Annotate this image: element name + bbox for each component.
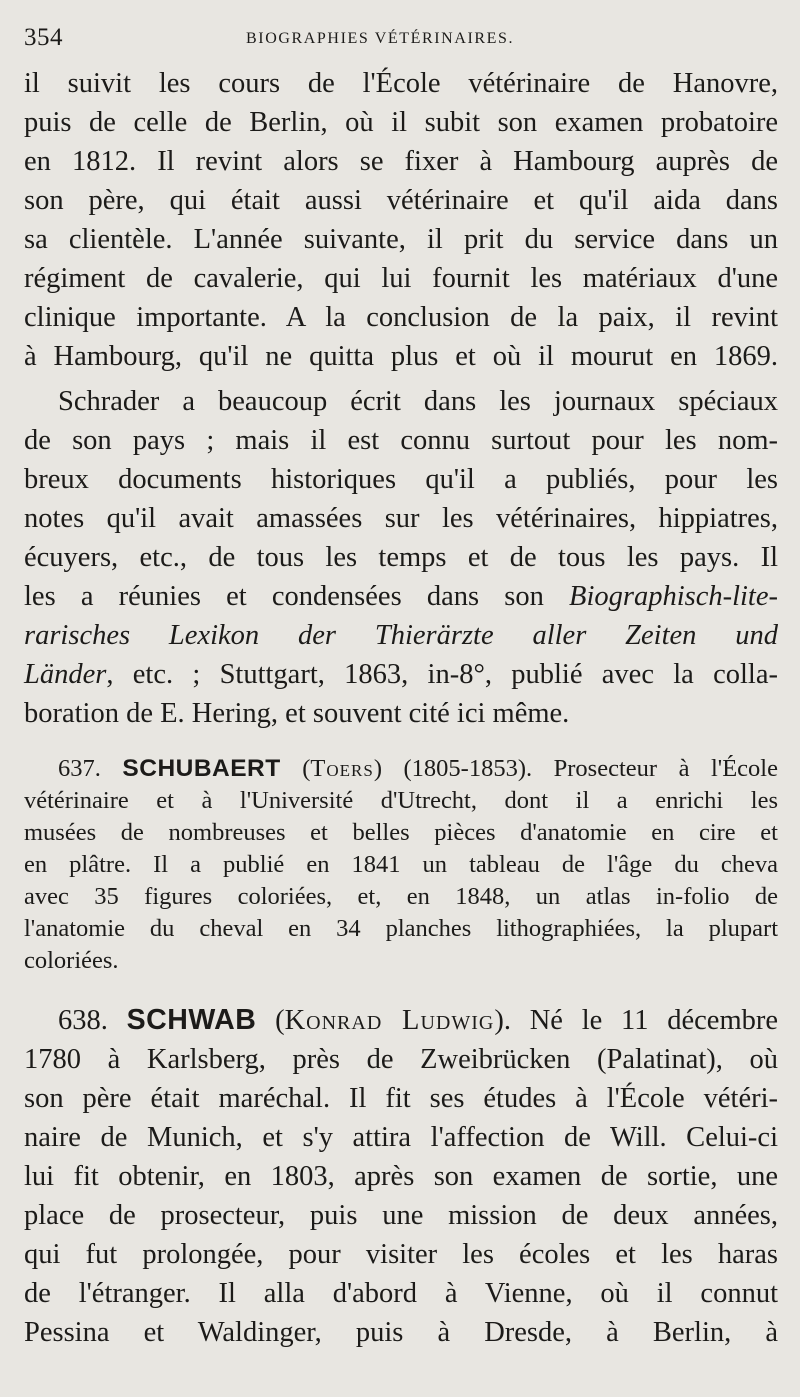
text-line: coloriées. (24, 947, 119, 974)
text-line: l'anatomie du cheval en 34 planches lithographiées, la plupart (24, 915, 778, 942)
paragraph-schrader-works (24, 382, 778, 733)
book-title-italic: rarisches Lexikon der Thierärzte aller Zeiten und (24, 620, 778, 651)
entry-heading-line: 638. SCHWAB (Konrad Ludwig). Né le 11 décembre (58, 1004, 778, 1036)
text-line (24, 577, 778, 616)
text-line (24, 655, 778, 694)
text-line: boration de E. Hering, et souvent cité ici même. (24, 698, 570, 729)
text-line: clinique importante. A la conclusion de la paix, il revint (24, 302, 778, 333)
text-line: vétérinaire et à l'Université d'Utrecht, dont il a enrichi les (24, 787, 778, 814)
text-line: Pessina et Waldinger, puis à Dresde, à Berlin, à (24, 1317, 778, 1348)
text-line: de l'étranger. Il alla d'abord à Vienne, où il connut (24, 1278, 778, 1309)
text-line: son père, qui était aussi vétérinaire et qu'il aida dans (24, 185, 778, 216)
entry-dates: (1805-1853). Prosecteur à l'École (403, 755, 778, 782)
running-title: BIOGRAPHIES VÉTÉRINAIRES. (246, 30, 515, 47)
text-line: en plâtre. Il a publié en 1841 un tableau de l'âge du cheva (24, 851, 778, 878)
text-line: à Hambourg, qu'il ne quitta plus et où il mourut en 1869. (24, 341, 778, 372)
text-line: écuyers, etc., de tous les temps et de tous les pays. Il (24, 542, 778, 573)
entry-number: 638. (58, 1005, 108, 1036)
text-run: , etc. ; Stuttgart, 1863, in-8°, publié avec la colla- (106, 659, 778, 690)
text-line: notes qu'il avait amassées sur les vétérinaires, hippiatres, (24, 503, 778, 534)
text-line: 1780 à Karlsberg, près de Zweibrücken (Palatinat), où (24, 1044, 778, 1075)
entry-given-name: Toers (310, 755, 374, 782)
text-line: en 1812. Il revint alors se fixer à Hambourg auprès de (24, 146, 778, 177)
text-line: naire de Munich, et s'y attira l'affection de Will. Celui-ci (24, 1122, 778, 1153)
text-line: qui fut prolongée, pour visiter les écoles et les haras (24, 1239, 778, 1270)
text-line: il suivit les cours de l'École vétérinaire de Hanovre, (24, 68, 778, 99)
text-run: les a réunies et condensées dans son (24, 581, 570, 612)
entry-638-schwab (24, 1001, 778, 1352)
page-header (24, 24, 778, 64)
entry-given-name: Konrad Ludwig (284, 1005, 495, 1036)
text-line: de son pays ; mais il est connu surtout pour les nom- (24, 425, 778, 456)
book-title-italic: Biographisch-lite- (569, 581, 778, 612)
entry-number: 637. (58, 755, 101, 782)
text-line: son père était maréchal. Il fit ses études à l'École vétéri- (24, 1083, 778, 1114)
book-title-italic: Länder (24, 659, 107, 690)
text-line: musées de nombreuses et belles pièces d'anatomie en cire et (24, 819, 778, 846)
text-line: sa clientèle. L'année suivante, il prit du service dans un (24, 224, 778, 255)
text-line: breux documents historiques qu'il a publiés, pour les (24, 464, 778, 495)
text-line: puis de celle de Berlin, où il subit son examen probatoire (24, 107, 778, 138)
entry-637-schubaert (24, 753, 778, 977)
text-line: avec 35 figures coloriées, et, en 1848, un atlas in-folio de (24, 883, 778, 910)
entry-dates: ). Né le 11 décembre (494, 1005, 778, 1036)
entry-heading-line: 637. SCHUBAERT (Toers) (1805-1853). Prosecteur à l'École (58, 755, 778, 782)
text-line: place de prosecteur, puis une mission de deux années, (24, 1200, 778, 1231)
entry-headword: SCHWAB (126, 1004, 257, 1036)
paragraph-schrader-biography (24, 64, 778, 376)
text-line: régiment de cavalerie, qui lui fournit les matériaux d'une (24, 263, 778, 294)
page-number: 354 (24, 24, 63, 51)
entry-headword: SCHUBAERT (122, 755, 281, 782)
text-line: Schrader a beaucoup écrit dans les journaux spéciaux (58, 386, 778, 417)
text-line: lui fit obtenir, en 1803, après son examen de sortie, une (24, 1161, 778, 1192)
